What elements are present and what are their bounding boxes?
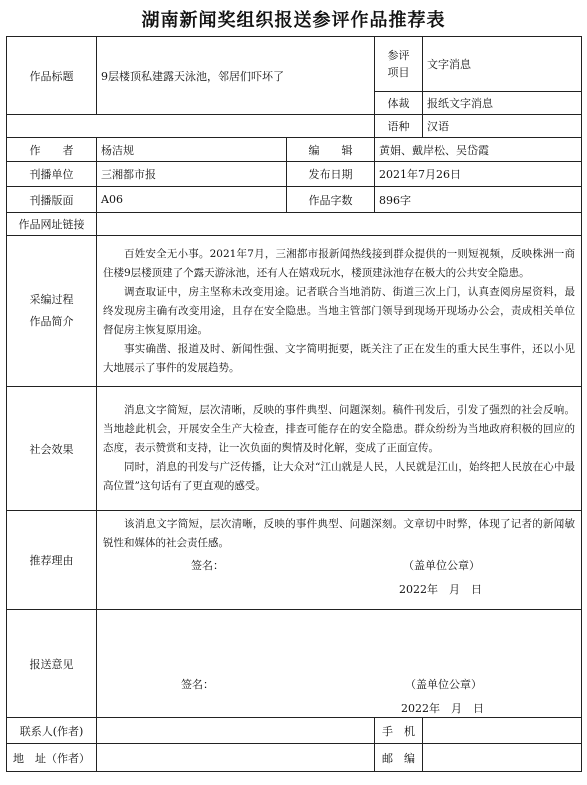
process-paragraph: 事实确凿、报道及时、新闻性强、文字简明扼要，既关注了正在发生的重大民生事件，还以小见大地展示了事件的发展趋势。 bbox=[103, 342, 575, 374]
genre-value: 报纸文字消息 bbox=[423, 92, 582, 115]
page-value: A06 bbox=[97, 187, 287, 213]
postcode-value bbox=[423, 744, 582, 772]
effect-content bbox=[97, 387, 582, 511]
publisher-value: 三湘都市报 bbox=[97, 162, 287, 187]
reason-seal: （盖单位公章） bbox=[403, 559, 480, 572]
process-label: 采编过程 作品简介 bbox=[7, 236, 97, 387]
effect-label: 社会效果 bbox=[7, 387, 97, 511]
reason-content bbox=[97, 511, 582, 610]
language-value: 汉语 bbox=[423, 115, 582, 138]
opinion-date: 2022年 月 日 bbox=[401, 702, 484, 715]
opinion-label: 报送意见 bbox=[7, 610, 97, 718]
entry-item-value: 文字消息 bbox=[423, 37, 582, 92]
process-content bbox=[97, 236, 582, 387]
effect-paragraph: 消息文字简短，层次清晰，反映的事件典型、问题深刻。稿件刊发后，引发了强烈的社会反响。当地趁此机会，开展安全生产大检查，排查可能存在的安全隐患。群众纷纷为当地政府积极的回应的态度，表示赞赏和支持，让一次负面的舆情及时化解，变成了正面宣传。 bbox=[103, 404, 575, 454]
postcode-label: 邮 编 bbox=[375, 744, 423, 772]
work-title-label: 作品标题 bbox=[7, 37, 97, 115]
contact-value bbox=[97, 718, 375, 744]
page-label: 刊播版面 bbox=[7, 187, 97, 213]
pub-date-value: 2021年7月26日 bbox=[375, 162, 582, 187]
work-title-value: 9层楼顶私建露天泳池，邻居们吓坏了 bbox=[97, 37, 375, 115]
mobile-label: 手 机 bbox=[375, 718, 423, 744]
genre-label: 体裁 bbox=[375, 92, 423, 115]
pub-date-label: 发布日期 bbox=[287, 162, 375, 187]
effect-paragraph: 同时，消息的刊发与广泛传播，让大众对“江山就是人民，人民就是江山，始终把人民放在心中最高位置”这句话有了更直观的感受。 bbox=[103, 461, 575, 492]
publisher-label: 刊播单位 bbox=[7, 162, 97, 187]
address-value bbox=[97, 744, 375, 772]
contact-label: 联系人(作者) bbox=[7, 718, 97, 744]
process-paragraph: 调查取证中，房主坚称未改变用途。记者联合当地消防、街道三次上门，认真查阅房屋资料，最终发现房主确有改变用途，且存在安全隐患。当地主管部门领导到现场开现场办公会，责成相关单位督促房主恢复原用途。 bbox=[103, 285, 575, 336]
author-value: 杨洁规 bbox=[97, 138, 287, 162]
mobile-value bbox=[423, 718, 582, 744]
word-count-value: 896字 bbox=[375, 187, 582, 213]
process-paragraph: 百姓安全无小事。2021年7月，三湘都市报新闻热线接到群众提供的一则短视频，反映株洲一商住楼9层楼顶建了个露天游泳池，还有人在嬉戏玩水，楼顶建泳池存在极大的公共安全隐患。 bbox=[103, 247, 575, 279]
address-label: 地 址（作者） bbox=[7, 744, 97, 772]
reason-label: 推荐理由 bbox=[7, 511, 97, 610]
entry-item-label: 参评 项目 bbox=[375, 37, 423, 92]
editor-value: 黄娟、戴岸松、吴岱霞 bbox=[375, 138, 582, 162]
word-count-label: 作品字数 bbox=[287, 187, 375, 213]
opinion-content bbox=[97, 610, 582, 718]
url-label: 作品网址链接 bbox=[7, 213, 97, 236]
author-label: 作 者 bbox=[7, 138, 97, 162]
recommendation-form bbox=[6, 36, 582, 772]
editor-label: 编 辑 bbox=[287, 138, 375, 162]
form-title: 湖南新闻奖组织报送参评作品推荐表 bbox=[141, 10, 446, 31]
reason-date: 2022年 月 日 bbox=[399, 583, 482, 596]
reason-sign: 签名： bbox=[191, 559, 224, 572]
language-label: 语种 bbox=[375, 115, 423, 138]
url-value bbox=[97, 213, 582, 236]
opinion-sign: 签名： bbox=[181, 678, 214, 691]
opinion-seal: （盖单位公章） bbox=[405, 678, 482, 691]
reason-paragraph: 该消息文字简短，层次清晰，反映的事件典型、问题深刻。文章切中时弊，体现了记者的新闻敏锐性和媒体的社会责任感。 bbox=[103, 518, 575, 549]
